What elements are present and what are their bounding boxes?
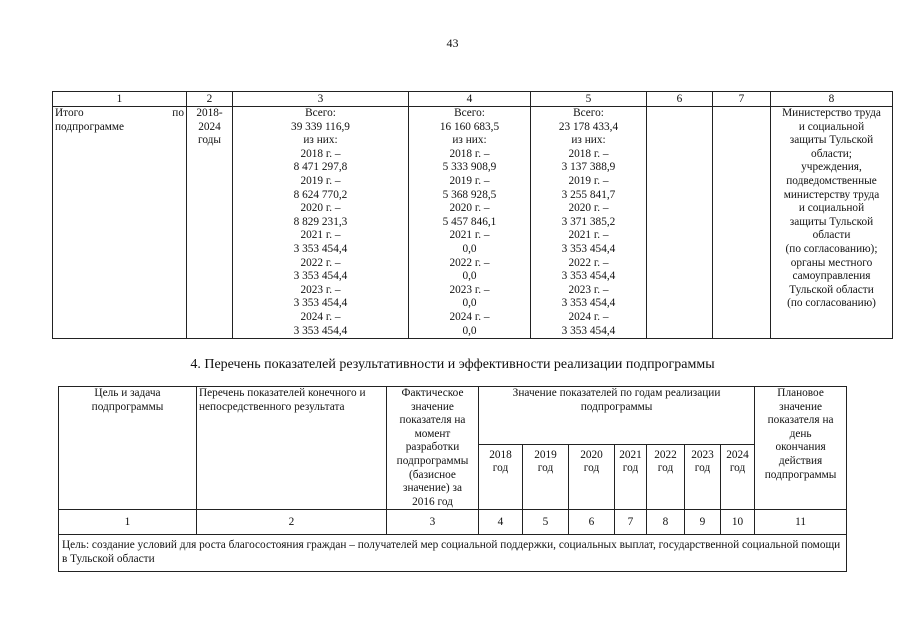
cell-line: 39 339 116,9 [291, 120, 350, 133]
cell-line: подпрограммы [396, 454, 469, 467]
goal-header: Цель и задача подпрограммы [59, 387, 197, 510]
cell-line: органы местного [790, 256, 873, 269]
total-label-word: Итого [55, 107, 84, 119]
cell-line: 2023 г. – [568, 283, 609, 296]
header-cell: 4 [409, 92, 531, 107]
cell-line: 8 471 297,8 [293, 161, 348, 174]
header-cell: 6 [647, 92, 713, 107]
cell-line: 0,0 [462, 270, 477, 283]
cell-line: самоуправления [792, 270, 871, 283]
cell-line: подведомственные [786, 174, 877, 187]
cell-line: 3 353 454,4 [561, 297, 616, 310]
header-cell: 3 [233, 92, 409, 107]
indicators-header: Перечень показателей конечного и непосредственного результата [197, 387, 387, 510]
cell-line: Всего: [305, 107, 336, 119]
cell-line: 3 353 454,4 [561, 242, 616, 255]
cell-line: из них: [571, 134, 606, 147]
section-title: 4. Перечень показателей результативности и эффективности реализации подпрограммы [190, 357, 715, 372]
column-number: 2 [197, 510, 387, 535]
cell-line: день [789, 427, 812, 440]
cell-line: 23 178 433,4 [558, 120, 619, 133]
cell-line: 2021 г. – [300, 229, 341, 242]
cell-line: 2019 г. – [568, 174, 609, 187]
cell-line: из них: [452, 134, 487, 147]
year-header: 2019 год [523, 444, 569, 510]
cell-line: Плановое [777, 387, 824, 399]
column-number: 11 [755, 510, 847, 535]
cell-line: 2018- [196, 107, 223, 119]
cell-line: учреждения, [801, 161, 862, 174]
cell-line: значение [779, 400, 823, 413]
cell-line: Тульской области [789, 283, 874, 296]
cell-line: 2024 г. – [568, 310, 609, 323]
cell-line: 2020 г. – [449, 202, 490, 215]
total-label-word: по [172, 107, 184, 119]
cell-line: и социальной [798, 202, 865, 215]
cell-line: (базисное [409, 468, 456, 481]
page-number: 43 [446, 36, 459, 50]
header-cell: 1 [53, 92, 187, 107]
column-number: 9 [685, 510, 721, 535]
cell-line: разработки [405, 441, 460, 454]
cell-line: 3 353 454,4 [293, 270, 348, 283]
column-number: 3 [387, 510, 479, 535]
cell-line: окончания [775, 441, 826, 454]
regional-funding-cell [531, 107, 647, 339]
cell-line: 0,0 [462, 297, 477, 310]
indicators-header-row [59, 387, 847, 445]
year-header: 2021 год [615, 444, 647, 510]
cell-line: 2023 г. – [449, 283, 490, 296]
cell-line: области [812, 229, 851, 242]
cell-line: значение) за [403, 482, 462, 495]
cell-line: 2020 г. – [300, 202, 341, 215]
cell-line: 0,0 [462, 324, 477, 337]
year-header: 2024 год [721, 444, 755, 510]
cell-line: Всего: [573, 107, 604, 119]
years-group-header: Значение показателей по годам реализации подпрограммы [479, 387, 755, 445]
cell-line: момент [414, 427, 451, 440]
cell-line: 3 255 841,7 [561, 188, 616, 201]
financing-table [52, 91, 893, 339]
year-header: 2023 год [685, 444, 721, 510]
cell-line: показателя на [399, 414, 466, 427]
column-number: 4 [479, 510, 523, 535]
cell-line: 3 353 454,4 [293, 324, 348, 337]
column-number: 1 [59, 510, 197, 535]
cell-line: 3 353 454,4 [561, 270, 616, 283]
cell-line: 2024 г. – [300, 310, 341, 323]
cell-line: 8 829 231,3 [293, 215, 348, 228]
cell-line: 3 353 454,4 [561, 324, 616, 337]
cell-line: 5 368 928,5 [442, 188, 497, 201]
actual-value-header [387, 387, 479, 510]
cell-line: 2018 г. – [300, 147, 341, 160]
cell-line: 2019 г. – [300, 174, 341, 187]
goal-row [59, 535, 847, 571]
cell-line: годы [197, 134, 221, 147]
cell-line: 2018 г. – [568, 147, 609, 160]
cell-line: 3 137 388,9 [561, 161, 616, 174]
cell-line: (по согласованию); [785, 242, 878, 255]
column-numbers-row [59, 510, 847, 535]
cell-line: 16 160 683,5 [439, 120, 500, 133]
year-header: 2018 год [479, 444, 523, 510]
total-funding-cell [233, 107, 409, 339]
federal-funding-cell [409, 107, 531, 339]
cell-line: 2020 г. – [568, 202, 609, 215]
financing-total-row [53, 107, 893, 339]
cell-line: 3 353 454,4 [293, 242, 348, 255]
indicators-table [58, 386, 847, 572]
cell-line: и социальной [798, 120, 865, 133]
cell-line: из них: [303, 134, 338, 147]
cell-line: 2023 г. – [300, 283, 341, 296]
cell-line: защиты Тульской [789, 134, 874, 147]
cell-line: 5 333 908,9 [442, 161, 497, 174]
cell-line: 5 457 846,1 [442, 215, 497, 228]
cell-line: 2022 г. – [300, 256, 341, 269]
cell-line: 0,0 [462, 242, 477, 255]
goal-text: Цель: создание условий для роста благосостояния граждан – получателей мер социальной поддержки, социальных выплат, государственной социальной помощи в Тульской области [59, 535, 847, 571]
header-cell: 8 [771, 92, 893, 107]
cell-line: показателя на [767, 414, 834, 427]
cell-line: 2021 г. – [568, 229, 609, 242]
cell-line: значение [411, 400, 454, 413]
total-label-cell [53, 107, 187, 339]
cell-line: 2024 [198, 120, 221, 133]
header-cell: 2 [187, 92, 233, 107]
column-number: 7 [615, 510, 647, 535]
column-number: 10 [721, 510, 755, 535]
cell-line: 2021 г. – [449, 229, 490, 242]
total-label-word: подпрограмме [55, 120, 125, 133]
cell-line: Фактическое [401, 387, 464, 399]
cell-line: 8 624 770,2 [293, 188, 348, 201]
cell-line: 2022 г. – [449, 256, 490, 269]
cell-line: 2018 г. – [449, 147, 490, 160]
year-header: 2020 год [569, 444, 615, 510]
cell-line: министерству труда [783, 188, 880, 201]
cell-line: 3 371 385,2 [561, 215, 616, 228]
financing-header-row [53, 92, 893, 107]
cell-line: действия [778, 454, 823, 467]
cell-line: 2024 г. – [449, 310, 490, 323]
cell-line: Всего: [454, 107, 485, 119]
cell-line: 3 353 454,4 [293, 297, 348, 310]
responsible-executors-cell [771, 107, 893, 339]
column-number: 6 [569, 510, 615, 535]
planned-value-header [755, 387, 847, 510]
cell-line: 2016 год [412, 495, 453, 508]
cell-line: Министерство труда [782, 107, 881, 119]
cell-line: области; [811, 147, 852, 160]
empty-cell [713, 107, 771, 339]
header-cell: 7 [713, 92, 771, 107]
empty-cell [647, 107, 713, 339]
cell-line: 2019 г. – [449, 174, 490, 187]
cell-line: подпрограммы [764, 468, 837, 481]
header-cell: 5 [531, 92, 647, 107]
column-number: 5 [523, 510, 569, 535]
period-cell [187, 107, 233, 339]
cell-line: 2022 г. – [568, 256, 609, 269]
year-header: 2022 год [647, 444, 685, 510]
column-number: 8 [647, 510, 685, 535]
cell-line: (по согласованию) [787, 297, 876, 310]
cell-line: защиты Тульской [789, 215, 874, 228]
